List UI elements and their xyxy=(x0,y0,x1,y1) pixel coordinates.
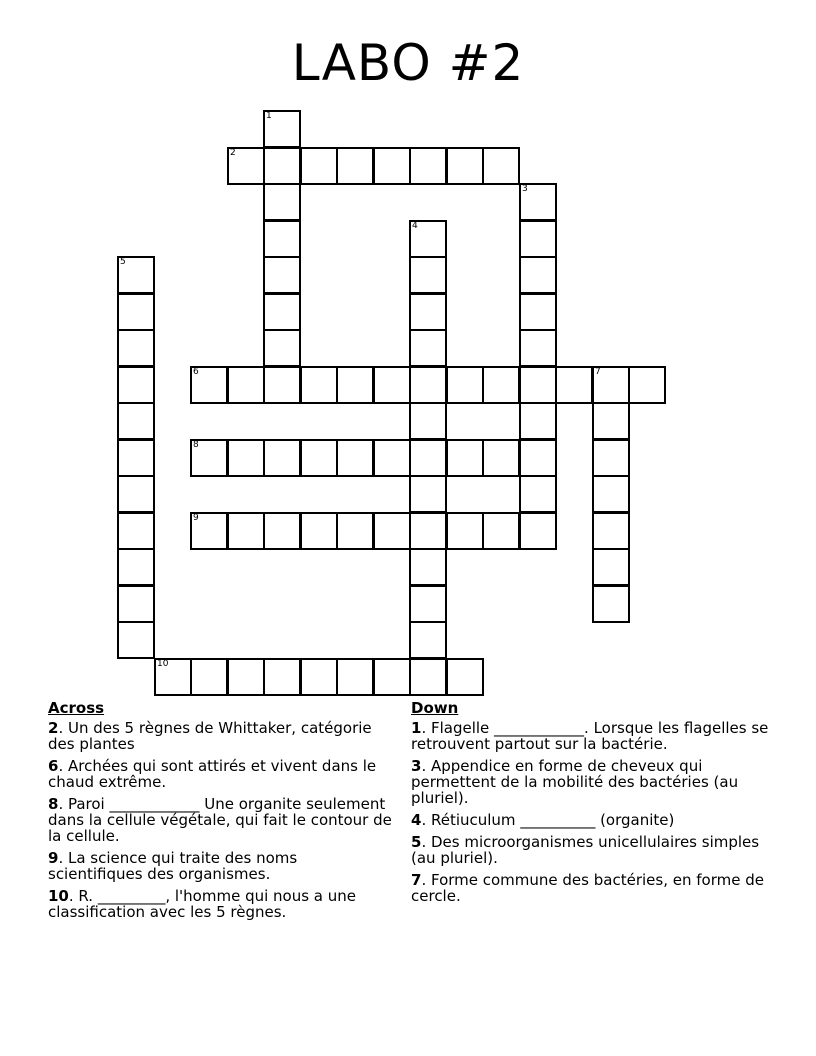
grid-cell[interactable] xyxy=(519,402,557,440)
grid-cell[interactable] xyxy=(409,548,447,586)
grid-cell[interactable] xyxy=(117,366,155,404)
grid-cell[interactable] xyxy=(117,548,155,586)
grid-cell[interactable] xyxy=(336,366,374,404)
clue-across-6: 6. Archées qui sont attirés et vivent dans le chaud extrême. xyxy=(48,757,377,791)
grid-cell[interactable] xyxy=(227,439,265,477)
grid-cell[interactable] xyxy=(263,110,301,148)
clue-number: 3 xyxy=(522,184,528,194)
grid-cell[interactable] xyxy=(592,402,630,440)
clue-number: 4 xyxy=(412,221,418,231)
grid-cell[interactable] xyxy=(263,147,301,185)
clue-number: 1 xyxy=(266,111,272,121)
grid-cell[interactable] xyxy=(190,366,228,404)
clue-down-1: 1. Flagelle ____________. Lorsque les flagelles se retrouvent partout sur la bactérie. xyxy=(411,719,769,753)
grid-cell[interactable] xyxy=(519,439,557,477)
clue-number: 2 xyxy=(230,148,236,158)
page-title: LABO #2 xyxy=(291,34,525,92)
clue-number: 5 xyxy=(120,257,126,267)
grid-cell[interactable] xyxy=(409,439,447,477)
grid-cell[interactable] xyxy=(190,658,228,696)
grid-cell[interactable] xyxy=(263,658,301,696)
grid-cell[interactable] xyxy=(117,512,155,550)
grid-cell[interactable] xyxy=(482,366,520,404)
grid-cell[interactable] xyxy=(592,512,630,550)
grid-cell[interactable] xyxy=(373,512,411,550)
grid-cell[interactable] xyxy=(409,402,447,440)
grid-cell[interactable] xyxy=(519,475,557,513)
grid-cell[interactable] xyxy=(409,475,447,513)
grid-cell[interactable] xyxy=(263,439,301,477)
grid-cell[interactable] xyxy=(592,475,630,513)
clue-number: 9 xyxy=(193,513,199,523)
grid-cell[interactable] xyxy=(336,147,374,185)
grid-cell[interactable] xyxy=(519,329,557,367)
grid-cell[interactable] xyxy=(336,439,374,477)
across-clues xyxy=(48,700,393,926)
grid-cell[interactable] xyxy=(263,329,301,367)
down-clues xyxy=(411,700,781,910)
grid-cell[interactable] xyxy=(227,512,265,550)
grid-cell[interactable] xyxy=(555,366,593,404)
grid-cell[interactable] xyxy=(409,220,447,258)
grid-cell[interactable] xyxy=(117,439,155,477)
clue-number: 7 xyxy=(595,367,601,377)
grid-cell[interactable] xyxy=(482,439,520,477)
clue-down-5: 5. Des microorganismes unicellulaires simples (au pluriel). xyxy=(411,833,760,867)
grid-cell[interactable] xyxy=(373,658,411,696)
grid-cell[interactable] xyxy=(117,475,155,513)
grid-cell[interactable] xyxy=(409,658,447,696)
grid-cell[interactable] xyxy=(592,366,630,404)
grid-cell[interactable] xyxy=(409,293,447,331)
grid-cell[interactable] xyxy=(336,658,374,696)
grid-cell[interactable] xyxy=(117,293,155,331)
grid-cell[interactable] xyxy=(190,439,228,477)
grid-cell[interactable] xyxy=(592,439,630,477)
grid-cell[interactable] xyxy=(628,366,666,404)
grid-cell[interactable] xyxy=(592,548,630,586)
grid-cell[interactable] xyxy=(373,147,411,185)
grid-cell[interactable] xyxy=(409,366,447,404)
grid-cell[interactable] xyxy=(263,293,301,331)
grid-cell[interactable] xyxy=(519,220,557,258)
grid-cell[interactable] xyxy=(117,256,155,294)
grid-cell[interactable] xyxy=(227,366,265,404)
grid-cell[interactable] xyxy=(300,147,338,185)
clue-down-3: 3. Appendice en forme de cheveux qui permettent de la mobilité des bactéries (au pluriel). xyxy=(411,757,739,807)
grid-cell[interactable] xyxy=(263,183,301,221)
grid-cell[interactable] xyxy=(446,366,484,404)
grid-cell[interactable] xyxy=(117,329,155,367)
grid-cell[interactable] xyxy=(373,439,411,477)
grid-cell[interactable] xyxy=(519,183,557,221)
grid-cell[interactable] xyxy=(300,658,338,696)
clue-number: 10 xyxy=(157,659,169,669)
grid-cell[interactable] xyxy=(373,366,411,404)
grid-cell[interactable] xyxy=(154,658,192,696)
across-heading: Across xyxy=(48,699,105,717)
grid-cell[interactable] xyxy=(446,439,484,477)
grid-cell[interactable] xyxy=(446,658,484,696)
grid-cell[interactable] xyxy=(446,147,484,185)
grid-cell[interactable] xyxy=(227,658,265,696)
grid-cell[interactable] xyxy=(409,621,447,659)
grid-cell[interactable] xyxy=(519,512,557,550)
grid-cell[interactable] xyxy=(336,512,374,550)
grid-cell[interactable] xyxy=(482,147,520,185)
grid-cell[interactable] xyxy=(263,256,301,294)
clue-across-8: 8. Paroi ____________ Une organite seulement dans la cellule végétale, qui fait le contour de la cellule. xyxy=(48,795,392,845)
down-heading: Down xyxy=(411,699,459,717)
grid-cell[interactable] xyxy=(409,256,447,294)
clue-across-10: 10. R. _________, l'homme qui nous a une classification avec les 5 règnes. xyxy=(48,887,357,921)
clue-across-2: 2. Un des 5 règnes de Whittaker, catégorie des plantes xyxy=(48,719,372,753)
grid-cell[interactable] xyxy=(482,512,520,550)
grid-cell[interactable] xyxy=(446,512,484,550)
grid-cell[interactable] xyxy=(117,621,155,659)
grid-cell[interactable] xyxy=(263,366,301,404)
grid-cell[interactable] xyxy=(409,329,447,367)
grid-cell[interactable] xyxy=(263,220,301,258)
grid-cell[interactable] xyxy=(592,585,630,623)
grid-cell[interactable] xyxy=(117,402,155,440)
clue-down-7: 7. Forme commune des bactéries, en forme de cercle. xyxy=(411,871,764,905)
grid-cell[interactable] xyxy=(519,256,557,294)
grid-cell[interactable] xyxy=(263,512,301,550)
grid-cell[interactable] xyxy=(409,512,447,550)
grid-cell[interactable] xyxy=(300,512,338,550)
grid-cell[interactable] xyxy=(409,147,447,185)
clue-number: 8 xyxy=(193,440,199,450)
grid-cell[interactable] xyxy=(300,439,338,477)
clue-across-9: 9. La science qui traite des noms scientifiques des organismes. xyxy=(48,849,298,883)
grid-cell[interactable] xyxy=(190,512,228,550)
clue-number: 6 xyxy=(193,367,199,377)
grid-cell[interactable] xyxy=(227,147,265,185)
grid-cell[interactable] xyxy=(519,293,557,331)
grid-cell[interactable] xyxy=(409,585,447,623)
clue-down-4: 4. Rétiuculum __________ (organite) xyxy=(411,811,675,829)
grid-cell[interactable] xyxy=(519,366,557,404)
grid-cell[interactable] xyxy=(300,366,338,404)
grid-cell[interactable] xyxy=(117,585,155,623)
